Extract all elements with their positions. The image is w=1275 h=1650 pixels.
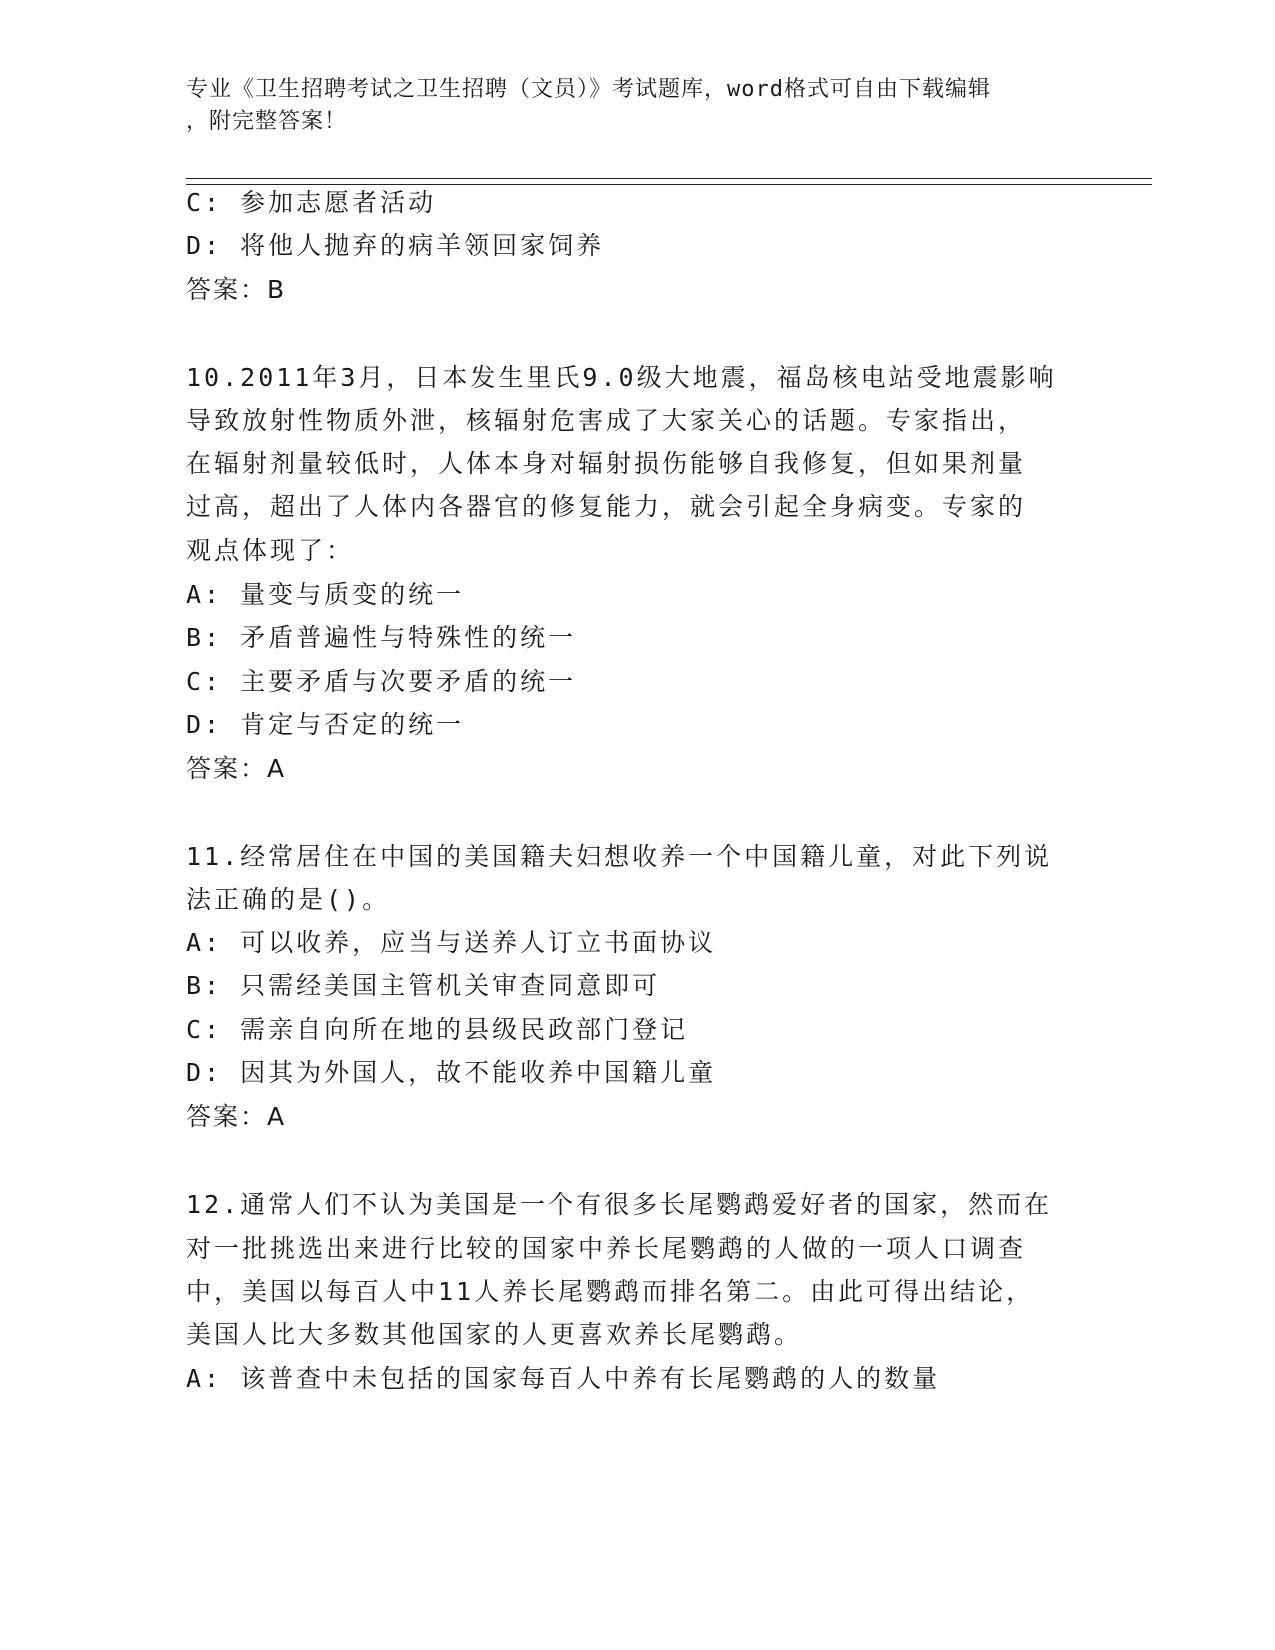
q9-option-d: D: 将他人抛弃的病羊领回家饲养 [186, 231, 605, 260]
q10-stem-line: 观点体现了： [186, 536, 355, 565]
q12-stem-line: 中，美国以每百人中11人养长尾鹦鹉而排名第二。由此可得出结论， [186, 1277, 1035, 1306]
q11-option-a: A: 可以收养，应当与送养人订立书面协议 [186, 928, 717, 957]
q12-stem-line: 美国人比大多数其他国家的人更喜欢养长尾鹦鹉。 [186, 1320, 803, 1349]
q10-stem-line: 导致放射性物质外泄，核辐射危害成了大家关心的话题。专家指出， [186, 406, 1027, 435]
q11-option-d: D: 因其为外国人，故不能收养中国籍儿童 [186, 1058, 717, 1087]
q11-answer: 答案：A [186, 1102, 287, 1131]
q12-stem-line: 12.通常人们不认为美国是一个有很多长尾鹦鹉爱好者的国家，然而在 [186, 1190, 1053, 1219]
q11-option-c: C: 需亲自向所在地的县级民政部门登记 [186, 1015, 689, 1044]
q11-option-b: B: 只需经美国主管机关审查同意即可 [186, 971, 661, 1000]
q11-stem-line: 法正确的是()。 [186, 885, 391, 914]
q10-answer: 答案：A [186, 754, 287, 783]
document-header [186, 74, 1066, 138]
header-title-line: 专业《卫生招聘考试之卫生招聘（文员）》考试题库，word格式可自由下载编辑 [186, 77, 991, 102]
q10-option-a: A: 量变与质变的统一 [186, 580, 465, 609]
q11-stem-line: 11.经常居住在中国的美国籍夫妇想收养一个中国籍儿童，对此下列说 [186, 842, 1053, 871]
q12-stem-line: 对一批挑选出来进行比较的国家中养长尾鹦鹉的人做的一项人口调查 [186, 1234, 1027, 1263]
q10-stem-line: 过高，超出了人体内各器官的修复能力，就会引起全身病变。专家的 [186, 492, 1027, 521]
header-divider-top [186, 178, 1152, 179]
q9-option-c: C: 参加志愿者活动 [186, 188, 437, 217]
q10-option-c: C: 主要矛盾与次要矛盾的统一 [186, 667, 577, 696]
q10-option-b: B: 矛盾普遍性与特殊性的统一 [186, 623, 577, 652]
q12-option-a: A: 该普查中未包括的国家每百人中养有长尾鹦鹉的人的数量 [186, 1364, 941, 1393]
q10-stem-line: 10.2011年3月，日本发生里氏9.0级大地震，福岛核电站受地震影响 [186, 363, 1057, 392]
header-title-line-continued: ，附完整答案！ [186, 109, 348, 134]
q9-answer: 答案：B [186, 275, 287, 304]
q10-stem-line: 在辐射剂量较低时，人体本身对辐射损伤能够自我修复，但如果剂量 [186, 449, 1027, 478]
q10-option-d: D: 肯定与否定的统一 [186, 710, 465, 739]
header-divider-bottom [186, 184, 1152, 185]
